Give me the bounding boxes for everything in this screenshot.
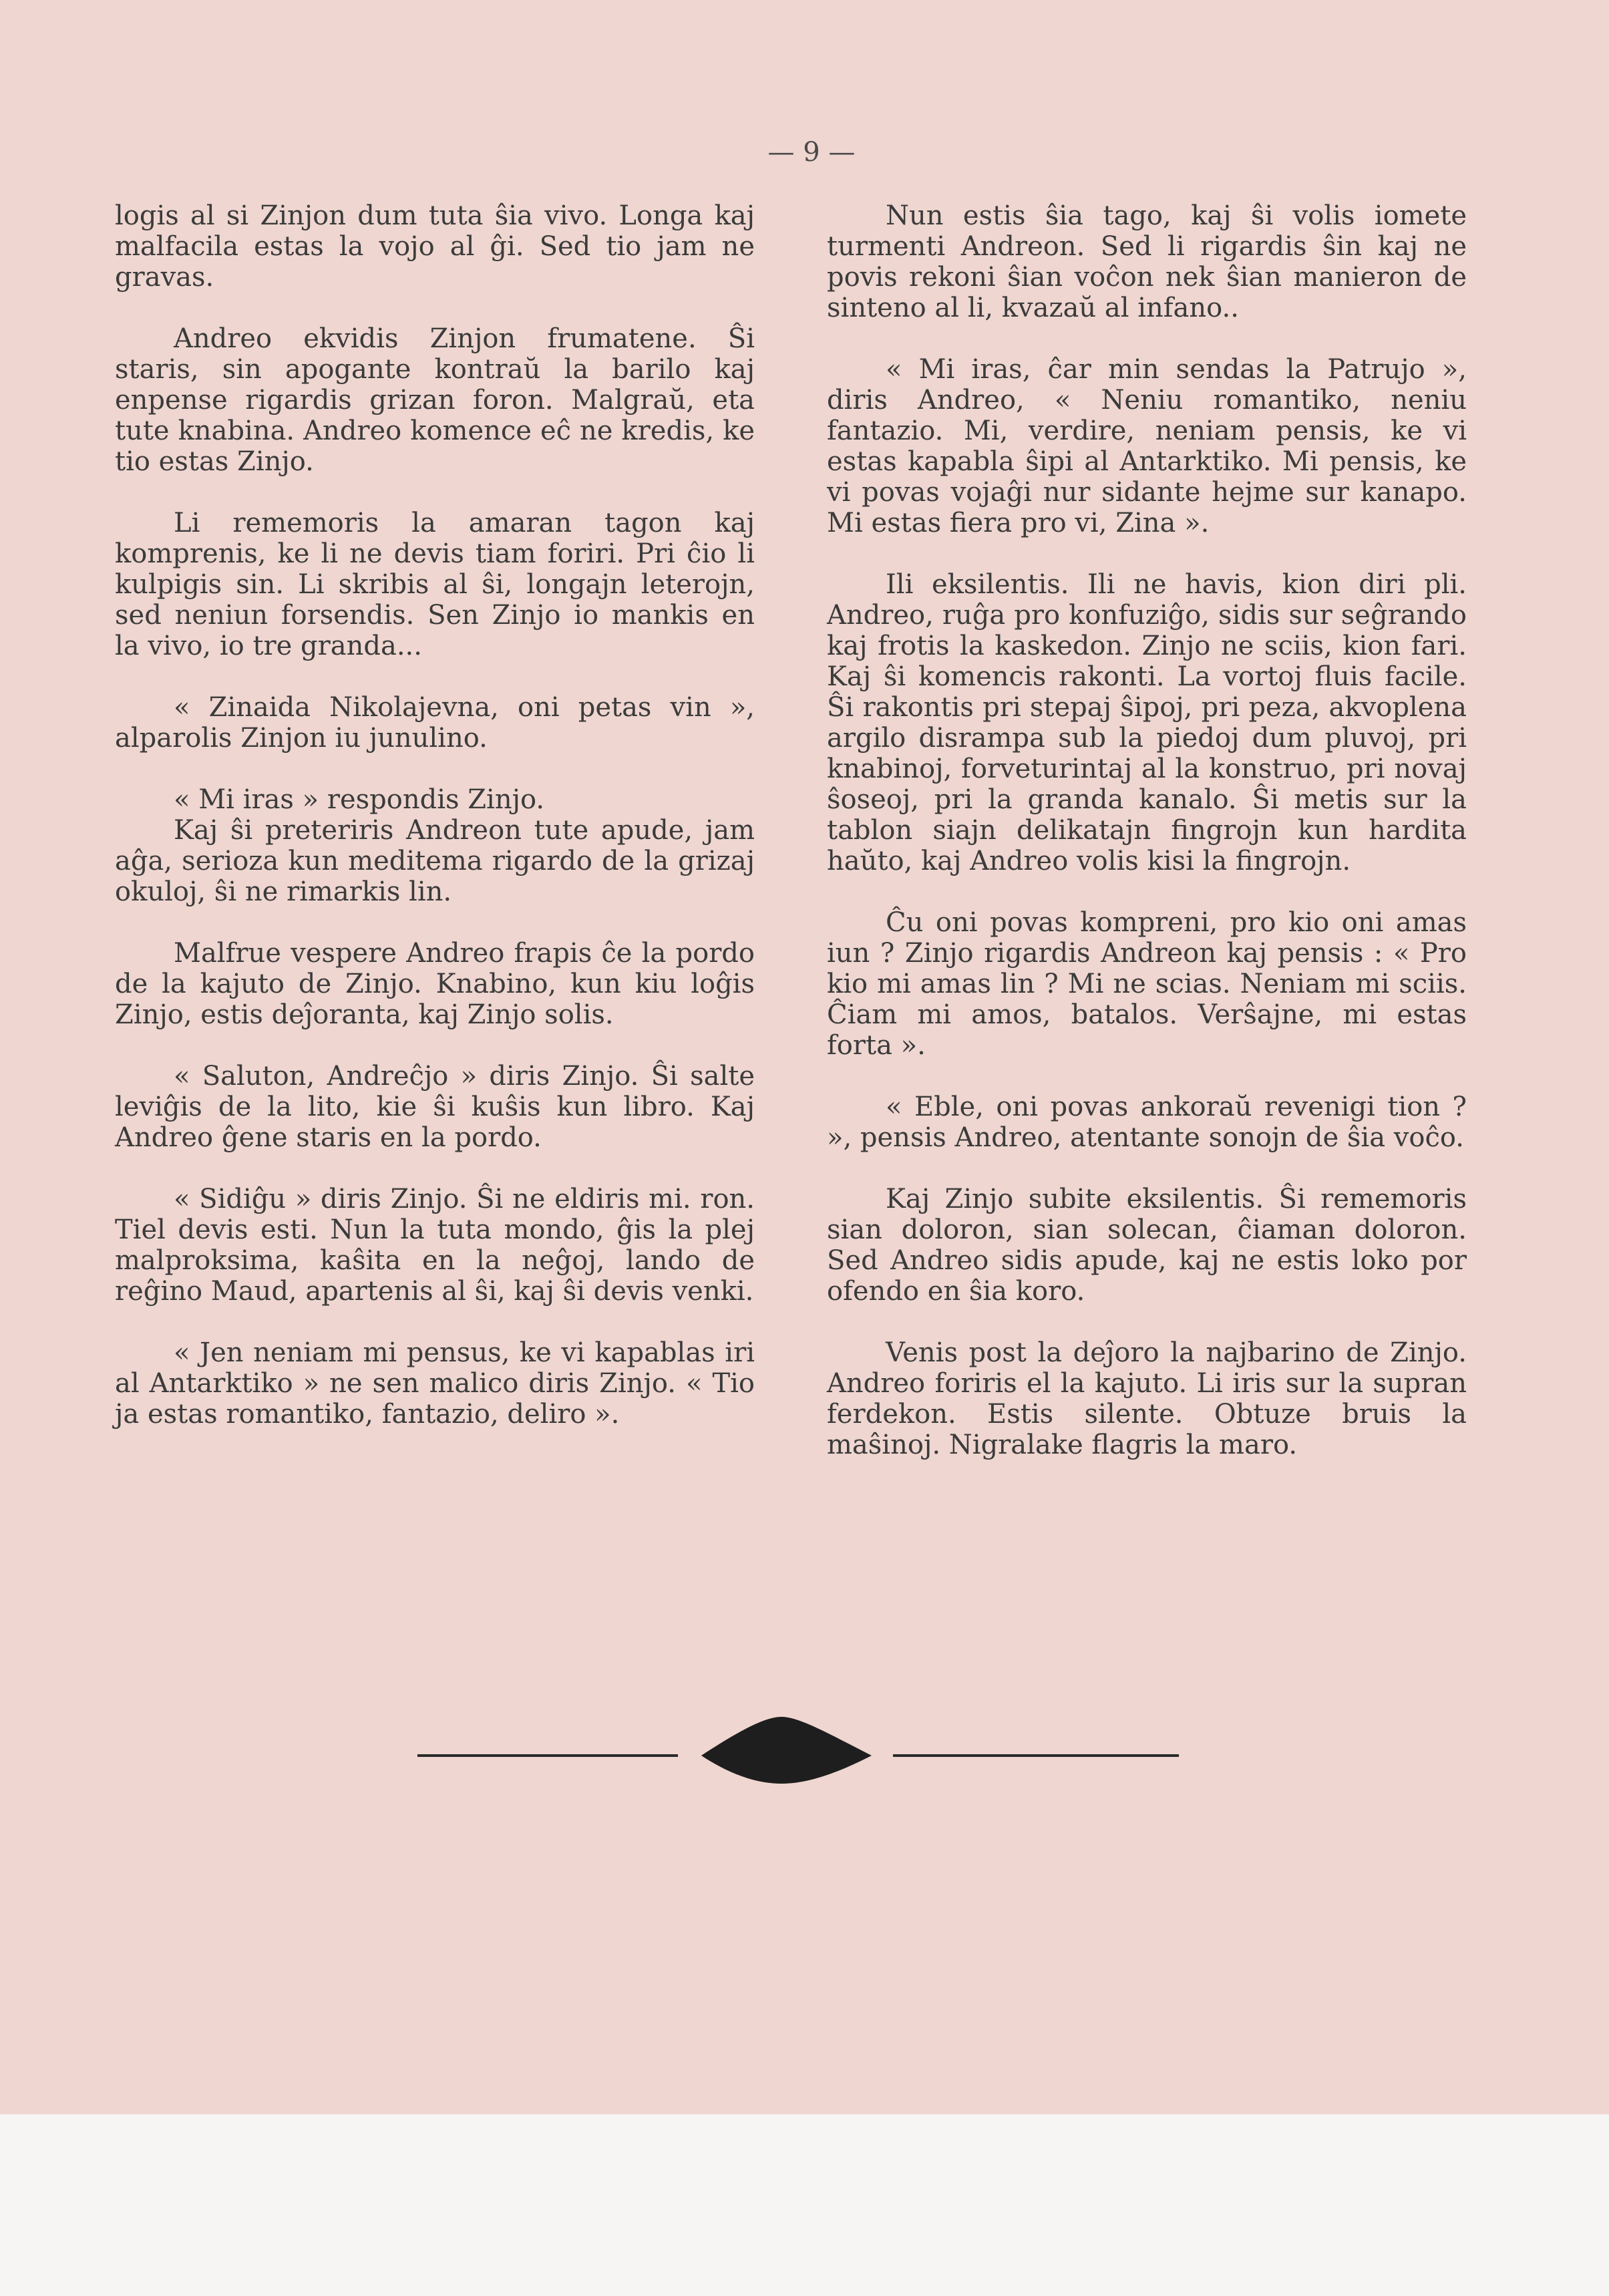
page-bottom-margin (0, 2114, 1609, 2296)
right-paragraph-5: « Eble, oni povas ankoraŭ revenigi tion ? », pensis Andreo, atentante sonojn de ŝia voĉo. (827, 1092, 1467, 1153)
right-column (827, 200, 1467, 1491)
left-paragraph-1: logis al si Zinjon dum tuta ŝia vivo. Longa kaj malfacila estas la vojo al ĝi. Sed tio jam ne gravas. (115, 200, 755, 293)
right-paragraph-2: « Mi iras, ĉar min sendas la Patrujo », diris Andreo, « Neniu romantiko, neniu fantazio. Mi, verdire, neniam pensis, ke vi estas kapabla ŝipi al Antarktiko. Mi pensis, ke vi povas vojaĝi nur sidante hejme sur kanapo. Mi estas fiera pro vi, Zina ». (827, 354, 1467, 538)
left-paragraph-8: « Saluton, Andreĉjo » diris Zinjo. Ŝi salte leviĝis de la lito, kie ŝi kuŝis kun libro. Kaj Andreo ĝene staris en la pordo. (115, 1061, 755, 1153)
right-paragraph-7: Venis post la deĵoro la najbarino de Zinjo. Andreo foriris el la kajuto. Li iris sur la supran ferdekon. Estis silente. Obtuze bruis la maŝinoj. Nigralake flagris la maro. (827, 1337, 1467, 1460)
diamond-ornament-icon (701, 1717, 872, 1784)
decorative-divider (417, 1717, 1179, 1784)
left-paragraph-7: Malfrue vespere Andreo frapis ĉe la pordo de la kajuto de Zinjo. Knabino, kun kiu loĝis Zinjo, estis deĵoranta, kaj Zinjo solis. (115, 938, 755, 1030)
left-paragraph-5: « Mi iras » respondis Zinjo. (174, 784, 545, 815)
page-number: — 9 — (767, 137, 856, 168)
left-paragraph-4: « Zinaida Nikolajevna, oni petas vin », alparolis Zinjon iu junulino. (115, 692, 755, 754)
left-paragraph-2: Andreo ekvidis Zinjon frumatene. Ŝi staris, sin apogante kontraŭ la barilo kaj enpense rigardis grizan foron. Malgraŭ, eta tute knabina. Andreo komence eĉ ne kredis, ke tio estas Zinjo. (115, 323, 755, 477)
left-paragraph-6: Kaj ŝi preteriris Andreon tute apude, jam aĝa, serioza kun meditema rigardo de la grizaj okuloj, ŝi ne rimarkis lin. (115, 815, 755, 907)
right-paragraph-4: Ĉu oni povas kompreni, pro kio oni amas iun ? Zinjo rigardis Andreon kaj pensis : « Pro kio mi amas lin ? Mi ne scias. Neniam mi sciis. Ĉiam mi amos, batalos. Verŝajne, mi estas forta ». (827, 907, 1467, 1061)
right-paragraph-6: Kaj Zinjo subite eksilentis. Ŝi rememoris sian doloron, sian solecan, ĉiaman doloron. Sed Andreo sidis apude, kaj ne estis loko por ofendo en ŝia koro. (827, 1184, 1467, 1307)
left-paragraph-10: « Jen neniam mi pensus, ke vi kapablas iri al Antarktiko » ne sen malico diris Zinjo. « Tio ja estas romantiko, fantazio, deliro ». (115, 1337, 755, 1430)
left-paragraph-9: « Sidiĝu » diris Zinjo. Ŝi ne eldiris mi. ron. Tiel devis esti. Nun la tuta mondo, ĝis la plej malproksima, kaŝita en la neĝoj, lando de reĝino Maud, apartenis al ŝi, kaj ŝi devis venki. (115, 1184, 755, 1307)
left-paragraph-3: Li rememoris la amaran tagon kaj komprenis, ke li ne devis tiam foriri. Pri ĉio li kulpigis sin. Li skribis al ŝi, longajn leterojn, sed neniun forsendis. Sen Zinjo io mankis en la vivo, io tre granda... (115, 508, 755, 661)
left-column (115, 200, 755, 1460)
right-paragraph-3: Ili eksilentis. Ili ne havis, kion diri pli. Andreo, ruĝa pro konfuziĝo, sidis sur seĝrando kaj frotis la kaskedon. Zinjo ne sciis, kion fari. Kaj ŝi komencis rakonti. La vortoj fluis facile. Ŝi rakontis pri stepaj ŝipoj, pri peza, akvoplena argilo disrampa sub la piedoj dum pluvoj, pri knabinoj, forveturintaj al la konstruo, pri novaj ŝoseoj, pri la granda kanalo. Ŝi metis sur la tablon siajn delikatajn fingrojn kun hardita haŭto, kaj Andreo volis kisi la fingrojn. (827, 569, 1467, 876)
right-paragraph-1: Nun estis ŝia tago, kaj ŝi volis iomete turmenti Andreon. Sed li rigardis ŝin kaj ne povis rekoni ŝian voĉon nek ŝian manieron de sinteno al li, kvazaŭ al infano.. (827, 200, 1467, 323)
